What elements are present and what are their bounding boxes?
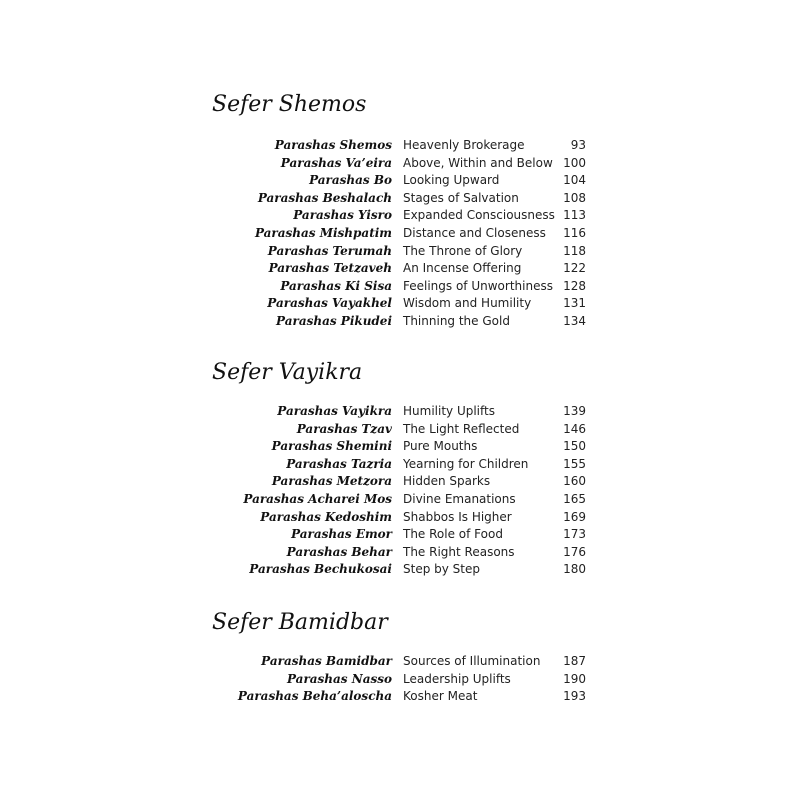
page-number: 146: [563, 421, 586, 436]
parasha-name: Parashas Bechukosai: [249, 562, 392, 577]
page-number: 176: [563, 544, 586, 559]
parasha-name: Parashas Pikudei: [276, 313, 392, 328]
toc-entry: [0, 456, 800, 474]
toc-entry: [0, 278, 800, 296]
toc-entry: [0, 295, 800, 313]
page-number: 118: [563, 243, 586, 258]
chapter-title: Expanded Consciousness: [403, 208, 555, 223]
parasha-name: Parashas Shemos: [274, 138, 392, 152]
chapter-title: The Right Reasons: [403, 544, 515, 559]
page-number: 165: [563, 491, 586, 506]
page-number: 139: [563, 404, 586, 418]
chapter-title: Sources of Illumination: [403, 654, 541, 668]
parasha-name: Parashas Beshalach: [257, 190, 392, 205]
chapter-title: Kosher Meat: [403, 689, 478, 704]
chapter-title: Heavenly Brokerage: [403, 138, 525, 152]
parasha-name: Parashas Tetzaveh: [268, 261, 392, 276]
toc-entry: [0, 313, 800, 331]
toc-entry: [0, 688, 800, 706]
page-number: 173: [563, 527, 586, 542]
chapter-title: An Incense Offering: [403, 261, 522, 276]
chapter-title: The Role of Food: [403, 527, 503, 542]
parasha-name: Parashas Acharei Mos: [243, 491, 392, 506]
parasha-name: Parashas Metzora: [271, 474, 392, 489]
toc-entry: [0, 473, 800, 491]
page-number: 131: [563, 296, 586, 311]
toc-list: [0, 403, 800, 579]
page-number: 108: [563, 190, 586, 205]
chapter-title: Distance and Closeness: [403, 225, 546, 240]
page-number: 180: [563, 562, 586, 577]
toc-list: [0, 137, 800, 331]
toc-entry: [0, 403, 800, 421]
toc-entry: [0, 491, 800, 509]
toc-entry: [0, 260, 800, 278]
parasha-name: Parashas Beha’aloscha: [237, 689, 392, 704]
page-number: 193: [563, 689, 586, 704]
chapter-title: The Light Reflected: [403, 421, 520, 436]
chapter-title: Yearning for Children: [403, 456, 529, 471]
toc-entry: [0, 155, 800, 173]
parasha-name: Parashas Mishpatim: [254, 225, 392, 240]
toc-entry: [0, 207, 800, 225]
toc-entry: [0, 172, 800, 190]
parasha-name: Parashas Vayikra: [277, 404, 392, 418]
page-number: 190: [563, 671, 586, 686]
parasha-name: Parashas Behar: [286, 544, 392, 559]
page-number: 104: [563, 173, 586, 188]
toc-entry: [0, 243, 800, 261]
chapter-title: Divine Emanations: [403, 491, 516, 506]
parasha-name: Parashas Bo: [309, 173, 392, 188]
toc-entry: [0, 137, 800, 155]
page-number: 93: [570, 138, 586, 152]
page-number: 160: [563, 474, 586, 489]
toc-entry: [0, 438, 800, 456]
section-title: Sefer Vayikra: [212, 360, 363, 385]
page-number: 134: [563, 313, 586, 328]
parasha-name: Parashas Bamidbar: [261, 654, 392, 668]
page-number: 128: [563, 278, 586, 293]
chapter-title: The Throne of Glory: [403, 243, 523, 258]
chapter-title: Wisdom and Humility: [403, 296, 532, 311]
chapter-title: Above, Within and Below: [403, 155, 553, 170]
page-number: 116: [563, 225, 586, 240]
page-number: 150: [563, 439, 586, 454]
section-title: Sefer Bamidbar: [212, 610, 388, 635]
parasha-name: Parashas Tazria: [286, 456, 392, 471]
page-number: 113: [563, 208, 586, 223]
chapter-title: Feelings of Unworthiness: [403, 278, 553, 293]
parasha-name: Parashas Yisro: [293, 208, 392, 223]
chapter-title: Step by Step: [403, 562, 480, 577]
toc-entry: [0, 190, 800, 208]
toc-entry: [0, 509, 800, 527]
chapter-title: Humility Uplifts: [403, 404, 495, 418]
chapter-title: Hidden Sparks: [403, 474, 491, 489]
parasha-name: Parashas Ki Sisa: [280, 278, 392, 293]
toc-entry: [0, 526, 800, 544]
page-number: 122: [563, 261, 586, 276]
parasha-name: Parashas Terumah: [267, 243, 392, 258]
page-number: 155: [563, 456, 586, 471]
parasha-name: Parashas Shemini: [271, 439, 392, 454]
chapter-title: Stages of Salvation: [403, 190, 519, 205]
page-number: 169: [563, 509, 586, 524]
parasha-name: Parashas Va’eira: [280, 155, 392, 170]
toc-entry: [0, 653, 800, 671]
parasha-name: Parashas Emor: [291, 527, 392, 542]
page-number: 187: [563, 654, 586, 668]
chapter-title: Looking Upward: [403, 173, 500, 188]
toc-entry: [0, 421, 800, 439]
page-number: 100: [563, 155, 586, 170]
toc-entry: [0, 671, 800, 689]
chapter-title: Shabbos Is Higher: [403, 509, 512, 524]
chapter-title: Pure Mouths: [403, 439, 478, 454]
toc-list: [0, 653, 800, 706]
toc-entry: [0, 561, 800, 579]
parasha-name: Parashas Nasso: [286, 671, 392, 686]
chapter-title: Thinning the Gold: [403, 313, 510, 328]
chapter-title: Leadership Uplifts: [403, 671, 511, 686]
parasha-name: Parashas Kedoshim: [260, 509, 392, 524]
toc-entry: [0, 225, 800, 243]
section-title: Sefer Shemos: [212, 92, 367, 117]
toc-entry: [0, 544, 800, 562]
parasha-name: Parashas Tzav: [296, 421, 392, 436]
parasha-name: Parashas Vayakhel: [267, 296, 392, 311]
